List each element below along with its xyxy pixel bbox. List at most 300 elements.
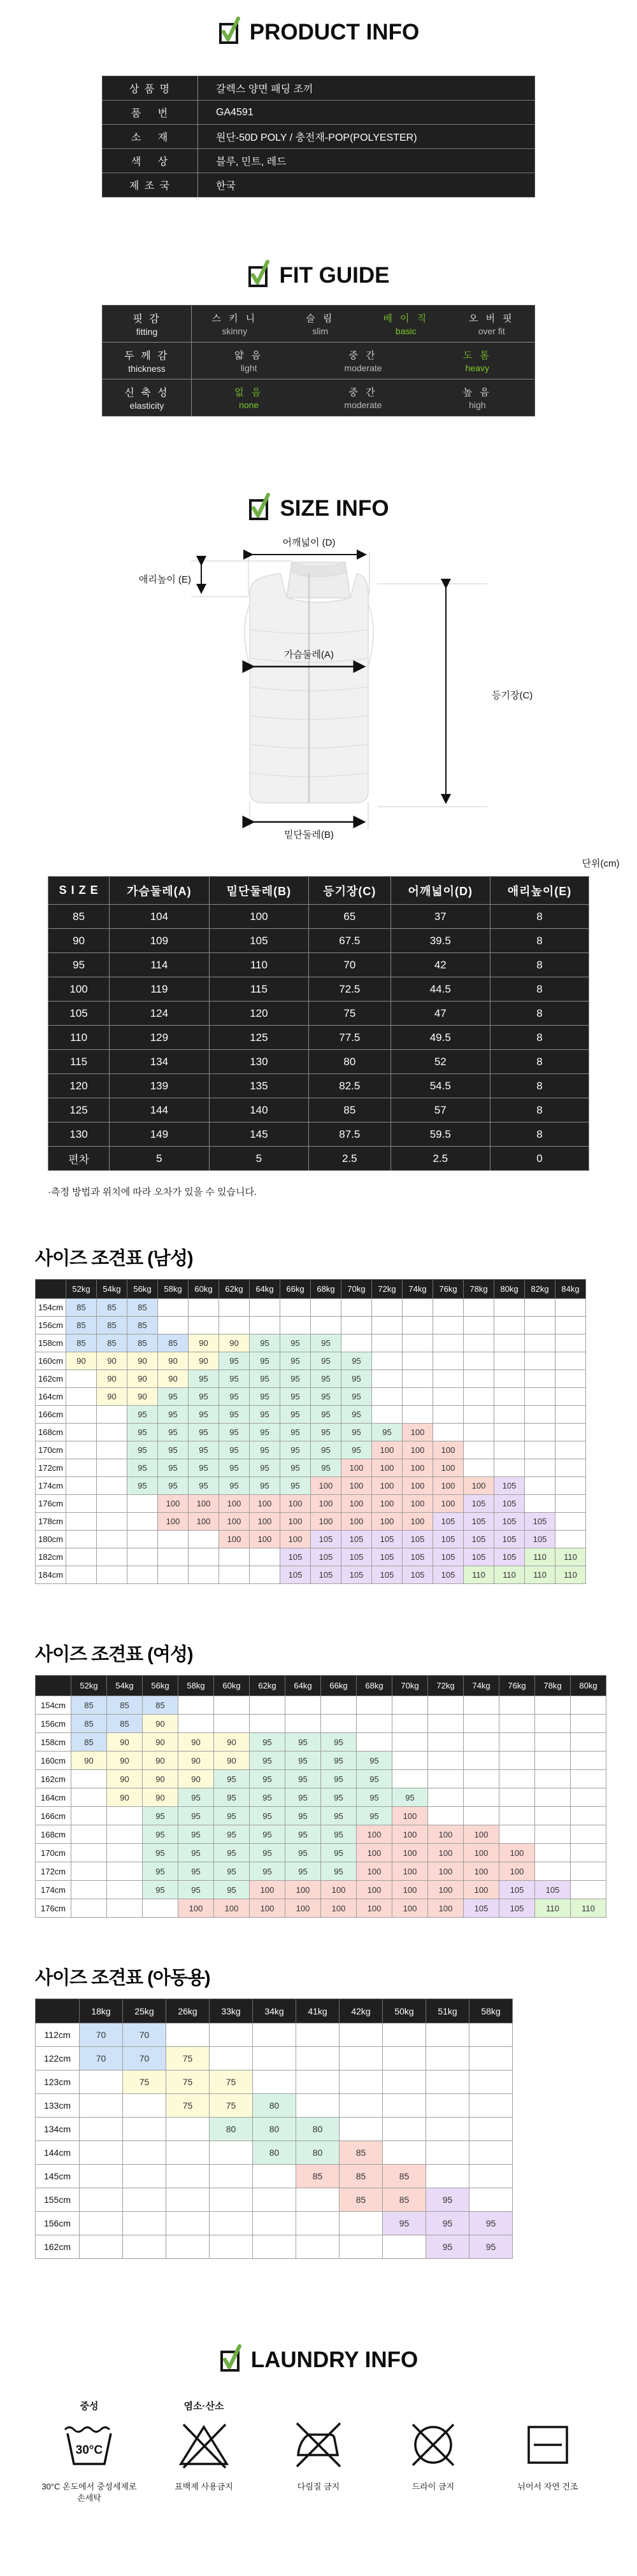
chart-empty-cell	[210, 2235, 253, 2259]
chart-empty-cell	[469, 2047, 513, 2070]
size-table-cell: 115	[48, 1050, 110, 1074]
chart-empty-cell	[494, 1459, 525, 1477]
chart-size-cell: 95	[285, 1788, 321, 1807]
fit-guide-label	[103, 379, 192, 416]
chart-size-cell: 105	[372, 1548, 403, 1566]
chart-size-cell: 95	[280, 1388, 311, 1406]
chart-size-cell: 105	[464, 1531, 494, 1548]
chart-empty-cell	[97, 1548, 127, 1566]
chart-empty-cell	[253, 2165, 296, 2188]
chart-size-cell: 105	[403, 1566, 433, 1584]
chart-empty-cell	[71, 1770, 107, 1788]
chart-empty-cell	[285, 1715, 321, 1733]
chart-size-cell: 95	[158, 1477, 189, 1495]
chart-weight-header: 56kg	[127, 1280, 158, 1299]
size-table-cell: 65	[309, 905, 390, 929]
chart-empty-cell	[357, 1733, 392, 1752]
size-table-cell: 8	[490, 1098, 589, 1122]
chart-size-cell: 95	[311, 1334, 341, 1352]
size-table-cell: 104	[110, 905, 209, 929]
chart-weight-header: 34kg	[253, 1999, 296, 2023]
chart-corner-cell	[36, 1676, 71, 1696]
chart-size-cell: 100	[403, 1441, 433, 1459]
chart-height-header: 182cm	[36, 1548, 66, 1566]
women-size-chart	[35, 1675, 606, 1918]
chart-size-cell: 90	[107, 1788, 143, 1807]
size-table-header: 가슴둘레(A)	[110, 877, 209, 905]
chart-size-cell: 95	[189, 1406, 219, 1424]
chart-size-cell: 100	[392, 1899, 428, 1918]
chart-row	[36, 1548, 586, 1566]
size-table-row	[48, 1098, 589, 1122]
chart-empty-cell	[464, 1406, 494, 1424]
chart-empty-cell	[555, 1370, 586, 1388]
chart-size-cell: 100	[285, 1881, 321, 1899]
size-table-cell: 44.5	[390, 977, 490, 1001]
chart-size-cell: 85	[296, 2165, 340, 2188]
chart-empty-cell	[66, 1531, 97, 1548]
fit-option-en: basic	[395, 326, 417, 336]
chart-empty-cell	[499, 1825, 535, 1844]
chart-weight-header: 76kg	[499, 1676, 535, 1696]
chart-size-cell: 80	[210, 2118, 253, 2141]
chart-size-cell: 105	[499, 1899, 535, 1918]
chart-size-cell: 85	[97, 1334, 127, 1352]
chart-empty-cell	[340, 2094, 383, 2118]
chart-empty-cell	[571, 1881, 606, 1899]
checkbox-check-icon	[219, 2343, 242, 2377]
size-table-header-row	[48, 877, 589, 905]
chart-size-cell: 95	[214, 1862, 250, 1881]
chart-height-header: 162cm	[36, 1770, 71, 1788]
checkbox-check-icon	[248, 492, 271, 525]
size-table-row	[48, 953, 589, 977]
chart-empty-cell	[555, 1388, 586, 1406]
chart-size-cell: 95	[280, 1441, 311, 1459]
chart-size-cell: 85	[340, 2141, 383, 2165]
men-chart-title: 사이즈 조견표 (남성)	[35, 1249, 193, 1269]
product-info-row	[103, 125, 535, 149]
chart-size-cell: 105	[403, 1548, 433, 1566]
chart-empty-cell	[525, 1388, 555, 1406]
chart-size-cell: 105	[341, 1531, 372, 1548]
chart-size-cell: 95	[143, 1844, 178, 1862]
chart-size-cell: 85	[158, 1334, 189, 1352]
chart-size-cell: 100	[250, 1513, 280, 1531]
fit-option-selected	[420, 343, 534, 379]
chart-empty-cell	[321, 1715, 357, 1733]
chart-weight-header: 33kg	[210, 1999, 253, 2023]
chart-empty-cell	[71, 1844, 107, 1862]
chart-height-header: 168cm	[36, 1825, 71, 1844]
chart-empty-cell	[97, 1531, 127, 1548]
chart-empty-cell	[341, 1334, 372, 1352]
size-table-cell: 2.5	[390, 1147, 490, 1171]
size-table-cell: 140	[209, 1098, 308, 1122]
chart-size-cell: 95	[250, 1459, 280, 1477]
chart-size-cell: 80	[296, 2118, 340, 2141]
size-table-cell: 75	[309, 1001, 390, 1026]
fit-guide-label	[103, 306, 192, 342]
chart-size-cell: 95	[250, 1788, 285, 1807]
label-back-length: 등기장(C)	[492, 690, 533, 701]
chart-row	[36, 1299, 586, 1317]
product-info-value: 블루, 민트, 레드	[198, 149, 535, 173]
label-collar-height: 애리높이 (E)	[138, 574, 191, 585]
chart-row	[36, 2070, 513, 2094]
chart-row	[36, 1352, 586, 1370]
size-table-cell: 149	[110, 1122, 209, 1147]
chart-empty-cell	[123, 2118, 166, 2141]
chart-empty-cell	[426, 2118, 469, 2141]
chart-size-cell: 100	[219, 1513, 250, 1531]
chart-size-cell: 100	[464, 1862, 499, 1881]
chart-empty-cell	[464, 1424, 494, 1441]
chart-row	[36, 1825, 606, 1844]
chart-row	[36, 1441, 586, 1459]
chart-empty-cell	[555, 1406, 586, 1424]
chart-size-cell: 100	[392, 1862, 428, 1881]
chart-empty-cell	[464, 1459, 494, 1477]
chart-empty-cell	[189, 1548, 219, 1566]
size-table-cell: 80	[309, 1050, 390, 1074]
chart-empty-cell	[571, 1696, 606, 1715]
chart-empty-cell	[97, 1459, 127, 1477]
chart-empty-cell	[97, 1566, 127, 1584]
chart-size-cell: 105	[341, 1548, 372, 1566]
chart-size-cell: 110	[525, 1548, 555, 1566]
chart-size-cell: 95	[250, 1406, 280, 1424]
chart-size-cell: 95	[321, 1807, 357, 1825]
chart-height-header: 168cm	[36, 1424, 66, 1441]
chart-height-header: 180cm	[36, 1531, 66, 1548]
chart-size-cell: 95	[219, 1441, 250, 1459]
chart-size-cell: 95	[178, 1788, 214, 1807]
chart-empty-cell	[464, 1352, 494, 1370]
size-table-cell: 8	[490, 1122, 589, 1147]
fit-option-selected	[363, 306, 449, 342]
chart-size-cell: 95	[311, 1406, 341, 1424]
chart-size-cell: 105	[535, 1881, 571, 1899]
chart-size-cell: 70	[80, 2023, 123, 2047]
chart-size-cell: 95	[219, 1370, 250, 1388]
size-table-cell: 135	[209, 1074, 308, 1098]
chart-empty-cell	[107, 1899, 143, 1918]
size-table-cell: 8	[490, 1026, 589, 1050]
chart-empty-cell	[433, 1370, 464, 1388]
chart-size-cell: 95	[214, 1881, 250, 1899]
chart-size-cell: 90	[143, 1770, 178, 1788]
chart-empty-cell	[525, 1441, 555, 1459]
checkbox-check-icon	[247, 258, 270, 292]
size-table-cell: 124	[110, 1001, 209, 1026]
chart-size-cell: 95	[285, 1770, 321, 1788]
chart-empty-cell	[178, 1715, 214, 1733]
chart-empty-cell	[426, 2070, 469, 2094]
chart-size-cell: 95	[426, 2235, 469, 2259]
size-table-cell: 0	[490, 1147, 589, 1171]
chart-size-cell: 90	[143, 1715, 178, 1733]
size-table-header: 어깨넓이(D)	[390, 877, 490, 905]
chart-height-header: 166cm	[36, 1807, 71, 1825]
chart-empty-cell	[535, 1715, 571, 1733]
chart-empty-cell	[469, 2023, 513, 2047]
chart-size-cell: 95	[280, 1334, 311, 1352]
section-title: PRODUCT INFO	[249, 19, 420, 45]
chart-empty-cell	[166, 2141, 210, 2165]
chart-empty-cell	[340, 2047, 383, 2070]
chart-size-cell: 95	[383, 2212, 426, 2235]
chart-empty-cell	[123, 2094, 166, 2118]
chart-size-cell: 90	[71, 1752, 107, 1770]
chart-size-cell: 95	[321, 1770, 357, 1788]
chart-size-cell: 95	[426, 2188, 469, 2212]
chart-size-cell: 110	[525, 1566, 555, 1584]
size-table-cell: 8	[490, 1074, 589, 1098]
chart-empty-cell	[383, 2047, 426, 2070]
chart-size-cell: 95	[219, 1459, 250, 1477]
chart-size-cell: 110	[571, 1899, 606, 1918]
chart-empty-cell	[428, 1696, 464, 1715]
chart-row	[36, 2141, 513, 2165]
laundry-caption: 다림질 금지	[297, 2482, 340, 2491]
product-info-label: 품 번	[103, 101, 198, 125]
chart-size-cell: 95	[311, 1370, 341, 1388]
size-table-cell: 105	[209, 929, 308, 953]
chart-row	[36, 1807, 606, 1825]
chart-size-cell: 90	[97, 1370, 127, 1388]
chart-size-cell: 95	[143, 1862, 178, 1881]
chart-size-cell: 95	[280, 1477, 311, 1495]
chart-row	[36, 2118, 513, 2141]
fit-option	[192, 343, 306, 379]
chart-empty-cell	[494, 1370, 525, 1388]
chart-empty-cell	[372, 1299, 403, 1317]
chart-empty-cell	[433, 1317, 464, 1334]
chart-size-cell: 95	[357, 1770, 392, 1788]
size-table-cell: 119	[110, 977, 209, 1001]
fit-option-en: light	[240, 363, 257, 373]
chart-height-header: 176cm	[36, 1899, 71, 1918]
chart-size-cell: 100	[464, 1881, 499, 1899]
chart-size-cell: 95	[189, 1388, 219, 1406]
chart-size-cell: 105	[433, 1548, 464, 1566]
chart-height-header: 176cm	[36, 1495, 66, 1513]
size-table-cell: 8	[490, 1001, 589, 1026]
chart-empty-cell	[494, 1299, 525, 1317]
size-table-cell: 114	[110, 953, 209, 977]
chart-size-cell: 95	[321, 1844, 357, 1862]
chart-size-cell: 100	[403, 1424, 433, 1441]
size-table-cell: 85	[48, 905, 110, 929]
chart-empty-cell	[189, 1317, 219, 1334]
chart-weight-header: 72kg	[372, 1280, 403, 1299]
chart-size-cell: 95	[426, 2212, 469, 2235]
chart-size-cell: 85	[340, 2188, 383, 2212]
chart-height-header: 134cm	[36, 2118, 80, 2141]
chart-size-cell: 100	[403, 1459, 433, 1477]
chart-row	[36, 2094, 513, 2118]
chart-empty-cell	[428, 1788, 464, 1807]
chart-height-header: 156cm	[36, 1317, 66, 1334]
chart-height-header: 158cm	[36, 1334, 66, 1352]
chart-size-cell: 100	[219, 1495, 250, 1513]
chart-height-header: 112cm	[36, 2023, 80, 2047]
chart-size-cell: 90	[214, 1733, 250, 1752]
chart-height-header: 178cm	[36, 1513, 66, 1531]
chart-empty-cell	[535, 1862, 571, 1881]
chart-row	[36, 1770, 606, 1788]
label-chest: 가슴둘레(A)	[284, 649, 334, 660]
fit-option-en: skinny	[222, 326, 248, 336]
fit-label-ko: 핏 감	[132, 314, 161, 325]
chart-size-cell: 90	[214, 1752, 250, 1770]
chart-empty-cell	[66, 1513, 97, 1531]
chart-empty-cell	[428, 1752, 464, 1770]
chart-empty-cell	[499, 1696, 535, 1715]
chart-empty-cell	[403, 1388, 433, 1406]
fit-option-en: heavy	[465, 363, 489, 373]
chart-weight-header: 70kg	[341, 1280, 372, 1299]
chart-size-cell: 100	[499, 1844, 535, 1862]
chart-size-cell: 80	[253, 2141, 296, 2165]
chart-size-cell: 95	[219, 1477, 250, 1495]
chart-weight-header: 60kg	[189, 1280, 219, 1299]
chart-empty-cell	[494, 1388, 525, 1406]
fit-guide-row	[103, 379, 534, 416]
chart-size-cell: 90	[97, 1388, 127, 1406]
product-info-row	[103, 173, 535, 197]
chart-size-cell: 105	[464, 1513, 494, 1531]
product-info-row	[103, 101, 535, 125]
chart-empty-cell	[555, 1495, 586, 1513]
chart-row	[36, 1844, 606, 1862]
chart-weight-header: 56kg	[143, 1676, 178, 1696]
chart-empty-cell	[555, 1352, 586, 1370]
chart-empty-cell	[250, 1715, 285, 1733]
chart-size-cell: 95	[341, 1352, 372, 1370]
chart-empty-cell	[555, 1441, 586, 1459]
chart-size-cell: 95	[357, 1788, 392, 1807]
chart-weight-header: 68kg	[357, 1676, 392, 1696]
chart-size-cell: 95	[469, 2235, 513, 2259]
chart-size-cell: 95	[250, 1388, 280, 1406]
chart-size-cell: 90	[189, 1352, 219, 1370]
chart-empty-cell	[285, 1696, 321, 1715]
chart-size-cell: 95	[189, 1370, 219, 1388]
fit-label-en: fitting	[136, 327, 158, 337]
size-table-cell: 120	[209, 1001, 308, 1026]
chart-size-cell: 90	[127, 1370, 158, 1388]
chart-empty-cell	[535, 1770, 571, 1788]
chart-empty-cell	[158, 1317, 189, 1334]
chart-empty-cell	[525, 1334, 555, 1352]
laundry-item-no-bleach	[153, 2399, 255, 2503]
chart-empty-cell	[341, 1317, 372, 1334]
chart-size-cell: 100	[372, 1495, 403, 1513]
chart-empty-cell	[426, 2165, 469, 2188]
size-table-cell: 100	[209, 905, 308, 929]
chart-weight-header: 41kg	[296, 1999, 340, 2023]
chart-empty-cell	[555, 1334, 586, 1352]
size-info-header	[0, 492, 637, 525]
size-table-cell: 85	[309, 1098, 390, 1122]
chart-size-cell: 105	[433, 1513, 464, 1531]
chart-empty-cell	[428, 1715, 464, 1733]
chart-empty-cell	[123, 2141, 166, 2165]
chart-height-header: 170cm	[36, 1844, 71, 1862]
chart-weight-header: 54kg	[107, 1676, 143, 1696]
fit-option-ko: 스 키 니	[211, 313, 258, 324]
chart-size-cell: 95	[341, 1441, 372, 1459]
chart-empty-cell	[66, 1424, 97, 1441]
chart-empty-cell	[535, 1752, 571, 1770]
fit-option-ko: 높 음	[462, 387, 492, 398]
chart-size-cell: 95	[341, 1406, 372, 1424]
fit-option	[278, 306, 364, 342]
chart-row	[36, 1531, 586, 1548]
chart-weight-header: 76kg	[433, 1280, 464, 1299]
chart-weight-header: 80kg	[494, 1280, 525, 1299]
chart-size-cell: 95	[311, 1424, 341, 1441]
chart-weight-header: 84kg	[555, 1280, 586, 1299]
chart-size-cell: 100	[178, 1899, 214, 1918]
size-table-cell: 54.5	[390, 1074, 490, 1098]
chart-size-cell: 105	[494, 1531, 525, 1548]
chart-empty-cell	[372, 1370, 403, 1388]
product-info-value: GA4591	[198, 101, 535, 125]
chart-size-cell: 70	[123, 2047, 166, 2070]
chart-empty-cell	[525, 1406, 555, 1424]
chart-size-cell: 85	[71, 1733, 107, 1752]
chart-empty-cell	[214, 1715, 250, 1733]
chart-size-cell: 95	[250, 1844, 285, 1862]
size-table-cell: 130	[209, 1050, 308, 1074]
size-table-cell: 82.5	[309, 1074, 390, 1098]
chart-empty-cell	[525, 1459, 555, 1477]
chart-empty-cell	[97, 1477, 127, 1495]
chart-empty-cell	[158, 1531, 189, 1548]
chart-empty-cell	[571, 1825, 606, 1844]
chart-size-cell: 90	[66, 1352, 97, 1370]
laundry-icons-row	[38, 2399, 599, 2503]
fit-option-ko: 슬 림	[306, 313, 335, 324]
chart-size-cell: 95	[219, 1388, 250, 1406]
size-table-cell: 72.5	[309, 977, 390, 1001]
chart-size-cell: 105	[280, 1548, 311, 1566]
chart-size-cell: 100	[428, 1844, 464, 1862]
chart-size-cell: 95	[189, 1441, 219, 1459]
chart-empty-cell	[166, 2188, 210, 2212]
chart-empty-cell	[392, 1715, 428, 1733]
size-table-cell: 134	[110, 1050, 209, 1074]
chart-size-cell: 95	[250, 1441, 280, 1459]
fit-option-en: moderate	[344, 400, 382, 410]
chart-size-cell: 70	[123, 2023, 166, 2047]
chart-weight-header: 70kg	[392, 1676, 428, 1696]
chart-empty-cell	[158, 1548, 189, 1566]
chart-empty-cell	[499, 1733, 535, 1752]
chart-empty-cell	[189, 1531, 219, 1548]
vest-measure-diagram	[0, 534, 637, 840]
chart-size-cell: 100	[311, 1513, 341, 1531]
chart-size-cell: 100	[392, 1844, 428, 1862]
fit-option-en: none	[239, 400, 259, 410]
chart-size-cell: 85	[383, 2165, 426, 2188]
chart-empty-cell	[210, 2141, 253, 2165]
chart-empty-cell	[525, 1370, 555, 1388]
chart-size-cell: 105	[341, 1566, 372, 1584]
